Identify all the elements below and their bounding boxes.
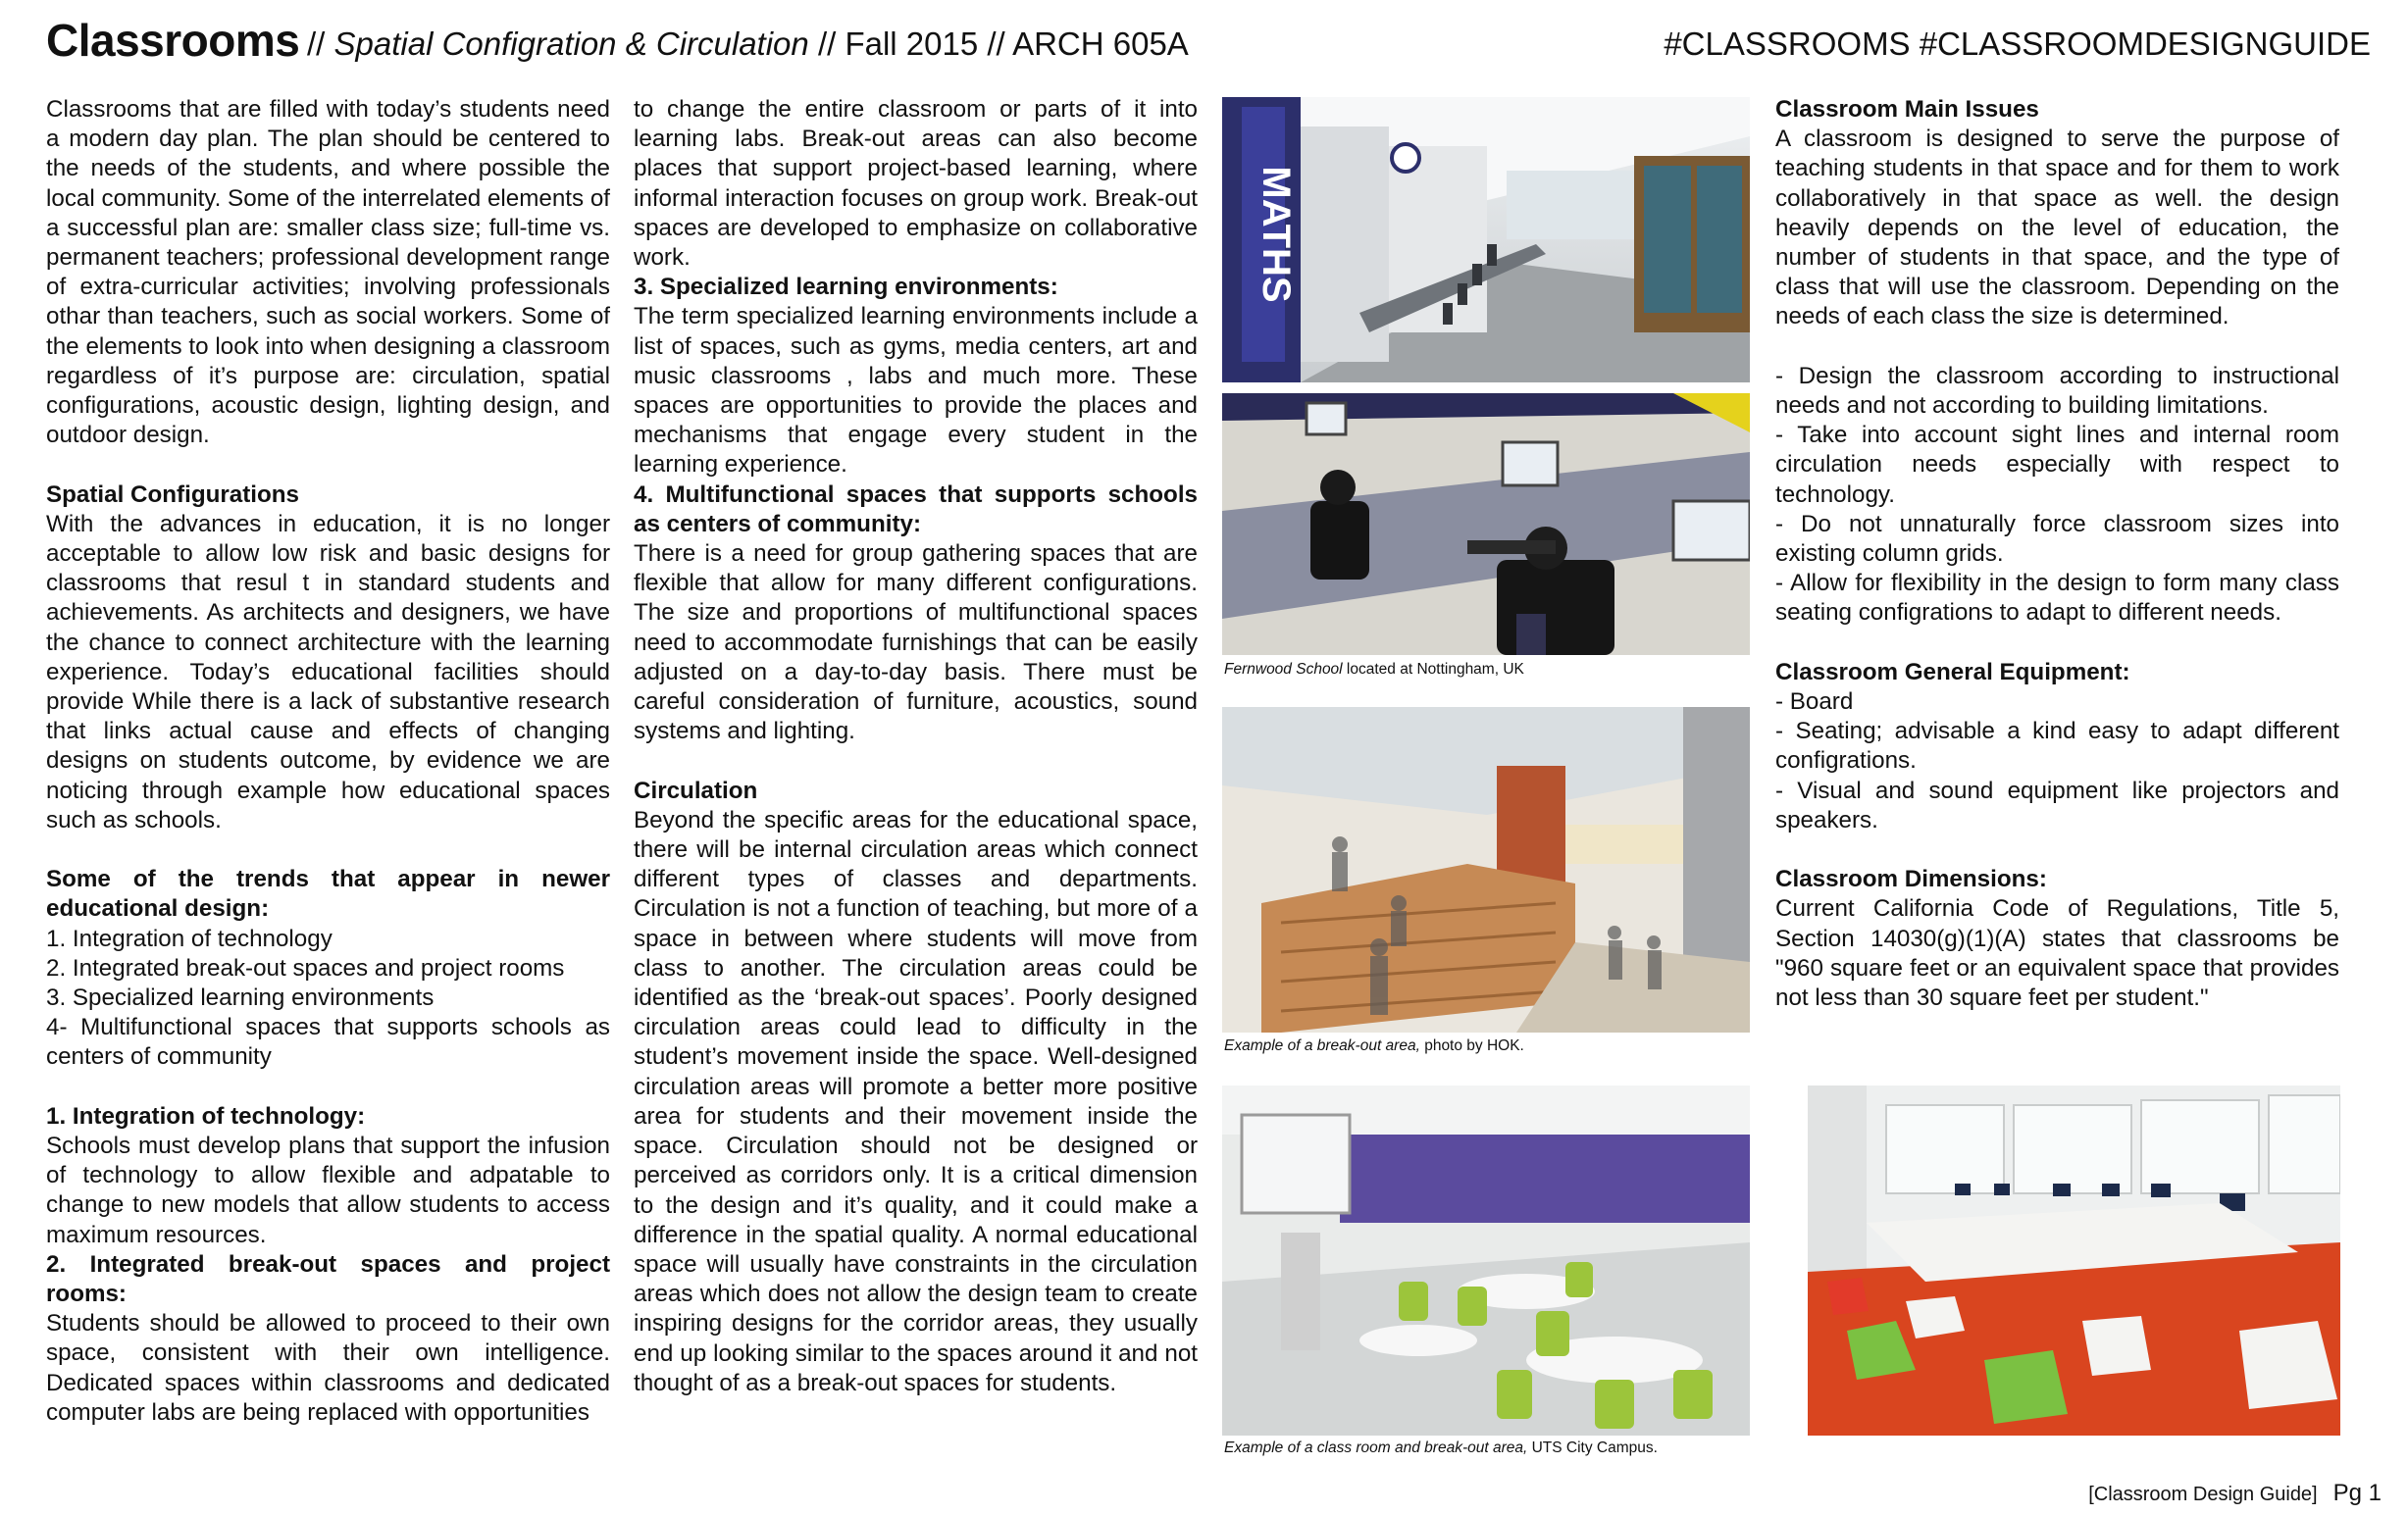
- section-paragraph: With the advances in education, it is no longer acceptable to allow low risk and basic designs for classrooms that resul t in standard students and achievements. As architects and designers, we have the chance to connect architecture with the learning experience. Today’s educational facilities should provide While there is a lack of substantive research that links actual cause and effects of changing designs on students outcome, by evidence we are noticing through example how educational spaces such as schools.: [46, 510, 610, 833]
- list-item: - Design the classroom according to instructional needs and not according to building limitations.: [1775, 362, 2339, 420]
- list-item: - Allow for flexibility in the design to form many class seating configrations to adapt to different needs.: [1775, 570, 2339, 627]
- section-paragraph: Current California Code of Regulations, Title 5, Section 14030(g)(1)(A) states that classrooms be "960 square feet or an equivalent space that provides not less than 30 square feet per student.": [1775, 895, 2339, 1012]
- section-heading: Classroom General Equipment:: [1775, 658, 2130, 685]
- list-item: - Seating; advisable a kind easy to adapt different configrations.: [1775, 718, 2339, 775]
- photo-caption: Fernwood School located at Nottingham, UK: [1224, 661, 1524, 678]
- list-item: 4- Multifunctional spaces that supports schools as centers of community: [46, 1014, 610, 1071]
- section-paragraph: Beyond the specific areas for the educational space, there will be internal circulation areas which connect different types of classes and departments. Circulation is not a function of teaching, but more of a space in between where students will move from class to another. The circulation areas could be identified as the ‘break-out spaces’. Poorly designed circulation areas could lead to difficulty in the student’s movement inside the space. Well-designed circulation areas will promote a better more positive area for students and their movement inside the space. Circulation should not be designed or perceived as corridors only. It is a critical dimension to the design and it’s quality, and it could make a difference in the spatial quality. A normal educational space will usually have constraints in the circulation areas which does not allow the design team to create inspiring designs for the corridor areas, they usually end up looking similar to the spaces around it and not thought of as a break-out spaces for students.: [634, 806, 1198, 1396]
- page-header: [46, 14, 2371, 73]
- text-column-4: [1775, 95, 2339, 1013]
- section-paragraph: to change the entire classroom or parts of it into learning labs. Break-out areas can also become places that support project-based learning, where informal interaction focuses on group work. Break-out spaces are developed to emphasize on collaborative work.: [634, 96, 1198, 272]
- section-heading: Some of the trends that appear in newer educational design:: [46, 866, 610, 923]
- page-subtitle: [307, 25, 1189, 63]
- breakout-area-photo: [1222, 707, 1750, 1033]
- computer-lab-photo: [1222, 393, 1750, 655]
- section-paragraph: A classroom is designed to serve the purpose of teaching students in that space and for them to work collaboratively in that space as well. the design heavily depends on the level of education, the number of students in that space, and the type of class that will use the classroom. Depending on the needs of each class the size is determined.: [1775, 126, 2339, 330]
- hashtags: #CLASSROOMS #CLASSROOMDESIGNGUIDE: [1664, 25, 2371, 62]
- section-heading: 1. Integration of technology:: [46, 1102, 366, 1130]
- text-column-1: [46, 95, 610, 1428]
- equipment-list: [1775, 687, 2339, 835]
- section-heading: Classroom Dimensions:: [1775, 866, 2047, 893]
- intro-paragraph: Classrooms that are filled with today’s students need a modern day plan. The plan should be centered to the needs of the students, and where possible the local community. Some of the interrelated elements of a successful plan are: smaller class size; full-time vs. permanent teachers; professional development range of extra-curricular activities; involving professionals othar than teachers, such as social workers. Some of the elements to look into when designing a classroom regardless of it’s purpose are: circulation, spatial configurations, acoustic design, lighting design, and outdoor design.: [46, 96, 610, 449]
- classroom-photo: [1222, 1086, 1750, 1436]
- subtitle-topic: Spatial Configration & Circulation: [333, 25, 809, 62]
- subtitle-separator: //: [817, 25, 837, 62]
- section-heading: 2. Integrated break-out spaces and project rooms:: [46, 1250, 610, 1308]
- list-item: - Take into account sight lines and internal room circulation needs especially with respect to technology.: [1775, 422, 2339, 508]
- photo-caption: Example of a break-out area, photo by HOK.: [1224, 1037, 1524, 1054]
- section-paragraph: There is a need for group gathering spaces that are flexible that allow for many different configurations. The size and proportions of multifunctional spaces need to accommodate furnishings that can be easily adjusted on a day-to-day basis. There must be careful consideration of furniture, acoustics, sound systems and lighting.: [634, 540, 1198, 745]
- section-heading: Classroom Main Issues: [1775, 96, 2039, 123]
- section-heading: Spatial Configurations: [46, 480, 300, 508]
- section-paragraph: The term specialized learning environments include a list of spaces, such as gyms, media centers, art and music classrooms , labs and much more. These spaces are opportunities to provide the places and mechanisms that engage every student in the learning experience.: [634, 303, 1198, 479]
- subtitle-separator: //: [307, 25, 326, 62]
- list-item: 2. Integrated break-out spaces and project rooms: [46, 954, 565, 982]
- footer-guide-label: [Classroom Design Guide]: [2088, 1484, 2318, 1505]
- photo-caption: Example of a class room and break-out area, UTS City Campus.: [1224, 1439, 1658, 1456]
- page-number: Pg 1: [2332, 1480, 2382, 1506]
- section-heading: Circulation: [634, 777, 758, 804]
- trends-list: [46, 925, 610, 1073]
- issues-list: [1775, 362, 2339, 629]
- list-item: 1. Integration of technology: [46, 925, 333, 952]
- page-footer: [2088, 1480, 2382, 1507]
- text-column-2: [634, 95, 1198, 1398]
- list-item: - Do not unnaturally force classroom sizes into existing column grids.: [1775, 510, 2339, 568]
- section-heading: 4. Multifunctional spaces that supports schools as centers of community:: [634, 480, 1198, 537]
- list-item: - Board: [1775, 688, 1854, 716]
- maths-sign-text: MATHS: [1255, 166, 1298, 303]
- corridor-photo: [1222, 97, 1750, 382]
- section-heading: 3. Specialized learning environments:: [634, 274, 1058, 301]
- page-title: Classrooms: [46, 15, 300, 66]
- section-paragraph: Students should be allowed to proceed to their own space, consistent with their own intelligence. Dedicated spaces within classrooms and dedicated computer labs are being replaced with opportunities: [46, 1310, 610, 1426]
- open-learning-area-photo: [1808, 1086, 2340, 1436]
- section-paragraph: Schools must develop plans that support the infusion of technology to allow flexible and adpatable to change to new models that allow students to access maximum resources.: [46, 1133, 610, 1248]
- list-item: 3. Specialized learning environments: [46, 985, 435, 1012]
- list-item: - Visual and sound equipment like projectors and speakers.: [1775, 777, 2339, 833]
- subtitle-term: Fall 2015 // ARCH 605A: [845, 25, 1189, 62]
